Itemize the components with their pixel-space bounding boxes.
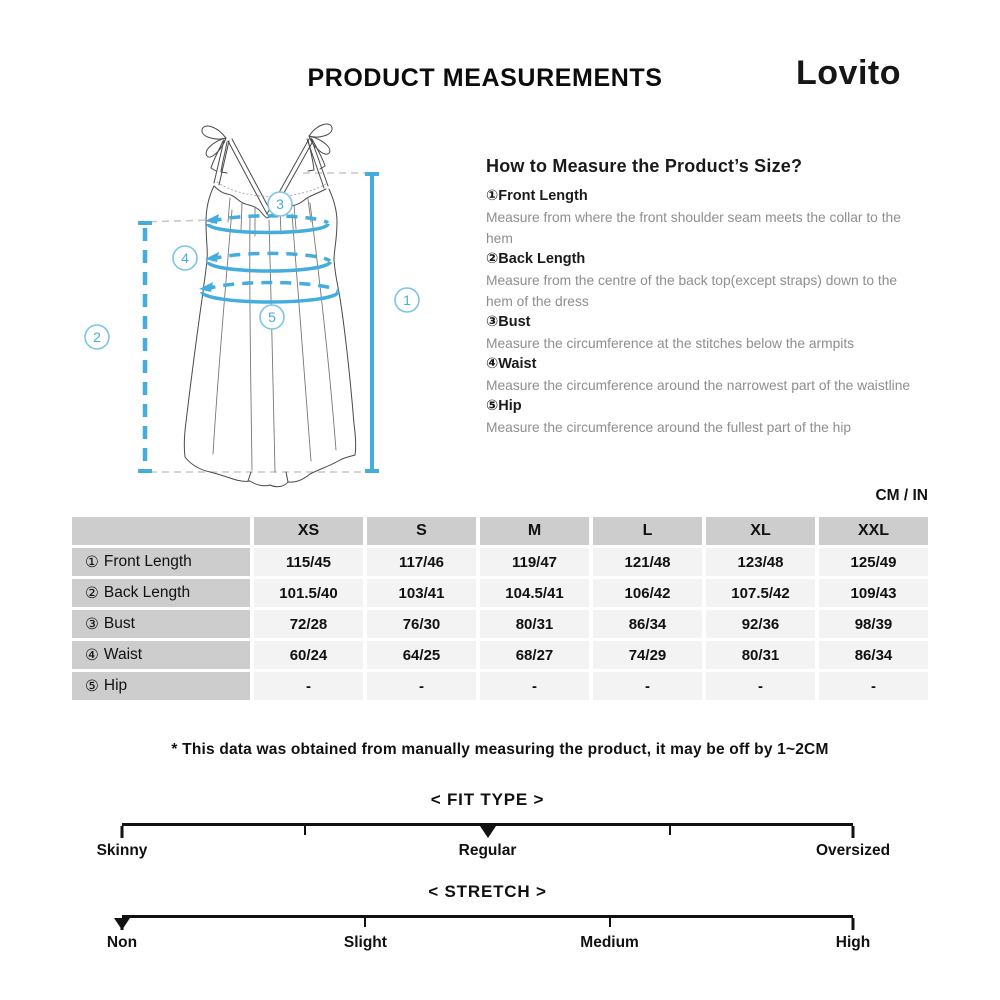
scale-tick [121, 826, 124, 838]
waist-ellipse [208, 262, 330, 271]
table-value-cell: 86/34 [593, 610, 702, 638]
how-to-item-title: ②Back Length [486, 251, 586, 267]
stretch-title: < STRETCH > [428, 882, 547, 901]
size-table [72, 517, 928, 700]
table-value-cell: 109/43 [819, 579, 928, 607]
row-label-text: Waist [103, 646, 143, 663]
row-circled-number: ④ [85, 646, 99, 664]
table-value-cell: 80/31 [706, 641, 815, 669]
table-value-cell: - [706, 672, 815, 700]
table-value-cell: 74/29 [593, 641, 702, 669]
how-to-item-desc: Measure the circumference around the fullest part of the hip [486, 420, 852, 435]
table-value-cell: 92/36 [706, 610, 815, 638]
how-to-measure-section [486, 156, 916, 438]
marker-label: 5 [268, 309, 276, 325]
table-value-cell: 119/47 [480, 548, 589, 576]
fit-type-scale [96, 790, 891, 862]
table-value-cell: 101.5/40 [254, 579, 363, 607]
measurement-marks [138, 174, 379, 471]
scale-tick [304, 826, 306, 835]
stretch-labels [106, 934, 871, 954]
marker-label: 3 [276, 196, 284, 212]
scale-label: Skinny [96, 842, 148, 859]
how-to-item-desc: Measure the circumference at the stitches below the armpits [486, 336, 855, 351]
scale-label: Non [106, 934, 138, 951]
scale-marker-triangle [480, 826, 496, 838]
table-value-cell: 123/48 [706, 548, 815, 576]
scale-tick [852, 826, 855, 838]
table-size-header: S [367, 517, 476, 545]
scale-label: Slight [343, 934, 387, 951]
table-row-label [72, 672, 250, 700]
how-to-item-desc: Measure from the centre of the back top(except straps) down to the hem of the dress [486, 273, 898, 309]
table-value-cell: 64/25 [367, 641, 476, 669]
table-value-cell: 68/27 [480, 641, 589, 669]
how-to-items [486, 186, 916, 438]
diagram-marker-5 [260, 305, 284, 329]
dress-measurement-diagram [80, 110, 480, 500]
table-value-cell: - [254, 672, 363, 700]
table-value-cell: 125/49 [819, 548, 928, 576]
stretch-axis [122, 915, 853, 929]
marker-label: 2 [93, 329, 101, 345]
marker-label: 4 [181, 250, 189, 266]
bust-ellipse [208, 224, 328, 233]
row-circled-number: ⑤ [85, 677, 99, 695]
scale-marker-triangle [114, 918, 130, 930]
scale-tick [669, 826, 671, 835]
fit-type-labels [96, 842, 891, 862]
stretch-scale [106, 882, 871, 954]
row-label-text: Back Length [103, 584, 191, 601]
table-value-cell: 103/41 [367, 579, 476, 607]
scale-tick [852, 918, 855, 930]
row-circled-number: ③ [85, 615, 99, 633]
measurement-disclaimer: * This data was obtained from manually measuring the product, it may be off by 1~2CM [171, 741, 829, 758]
fit-type-axis [122, 823, 853, 837]
hip-ellipse [202, 292, 338, 302]
table-value-cell: 104.5/41 [480, 579, 589, 607]
diagram-marker-3 [268, 192, 292, 216]
table-value-cell: - [819, 672, 928, 700]
table-value-cell: 72/28 [254, 610, 363, 638]
scale-label: Medium [580, 934, 639, 951]
how-to-item-title: ③Bust [486, 314, 531, 330]
diagram-marker-2 [85, 325, 109, 349]
table-row-label [72, 641, 250, 669]
table-value-cell: 76/30 [367, 610, 476, 638]
table-size-header: M [480, 517, 589, 545]
table-row-label [72, 610, 250, 638]
fit-type-title: < FIT TYPE > [430, 790, 545, 809]
table-row-label [72, 579, 250, 607]
table-value-cell: 121/48 [593, 548, 702, 576]
how-to-item-title: ④Waist [486, 356, 537, 372]
how-to-item-desc: Measure from where the front shoulder seam meets the collar to the hem [486, 210, 901, 246]
table-value-cell: 98/39 [819, 610, 928, 638]
how-to-item-title: ⑤Hip [486, 398, 522, 414]
brand-logo: Lovito [796, 54, 901, 92]
units-label: CM / IN [875, 487, 928, 504]
row-label-text: Hip [103, 677, 128, 694]
page-title: PRODUCT MEASUREMENTS [307, 64, 663, 92]
diagram-marker-1 [395, 288, 419, 312]
table-value-cell: 107.5/42 [706, 579, 815, 607]
how-to-item-desc: Measure the circumference around the narrowest part of the waistline [486, 378, 911, 393]
table-size-header: XL [706, 517, 815, 545]
table-size-header: L [593, 517, 702, 545]
table-value-cell: 86/34 [819, 641, 928, 669]
row-circled-number: ① [85, 553, 99, 571]
table-value-cell: 117/46 [367, 548, 476, 576]
table-value-cell: 60/24 [254, 641, 363, 669]
table-size-header: XS [254, 517, 363, 545]
scale-tick [609, 918, 611, 927]
table-row-label [72, 548, 250, 576]
diagram-marker-4 [173, 246, 197, 270]
scale-label: High [835, 934, 871, 951]
table-value-cell: - [480, 672, 589, 700]
table-size-header: XXL [819, 517, 928, 545]
scale-tick [364, 918, 366, 927]
marker-label: 1 [403, 292, 411, 308]
table-corner-cell [72, 517, 250, 545]
table-value-cell: 115/45 [254, 548, 363, 576]
how-to-measure-title: How to Measure the Product’s Size? [486, 156, 803, 176]
table-value-cell: - [593, 672, 702, 700]
row-circled-number: ② [85, 584, 99, 602]
how-to-item-title: ①Front Length [486, 188, 588, 204]
row-label-text: Bust [103, 615, 135, 632]
scale-label: Regular [458, 842, 517, 859]
scale-label: Oversized [815, 842, 891, 859]
table-value-cell: 80/31 [480, 610, 589, 638]
table-value-cell: 106/42 [593, 579, 702, 607]
row-label-text: Front Length [103, 553, 192, 570]
table-value-cell: - [367, 672, 476, 700]
